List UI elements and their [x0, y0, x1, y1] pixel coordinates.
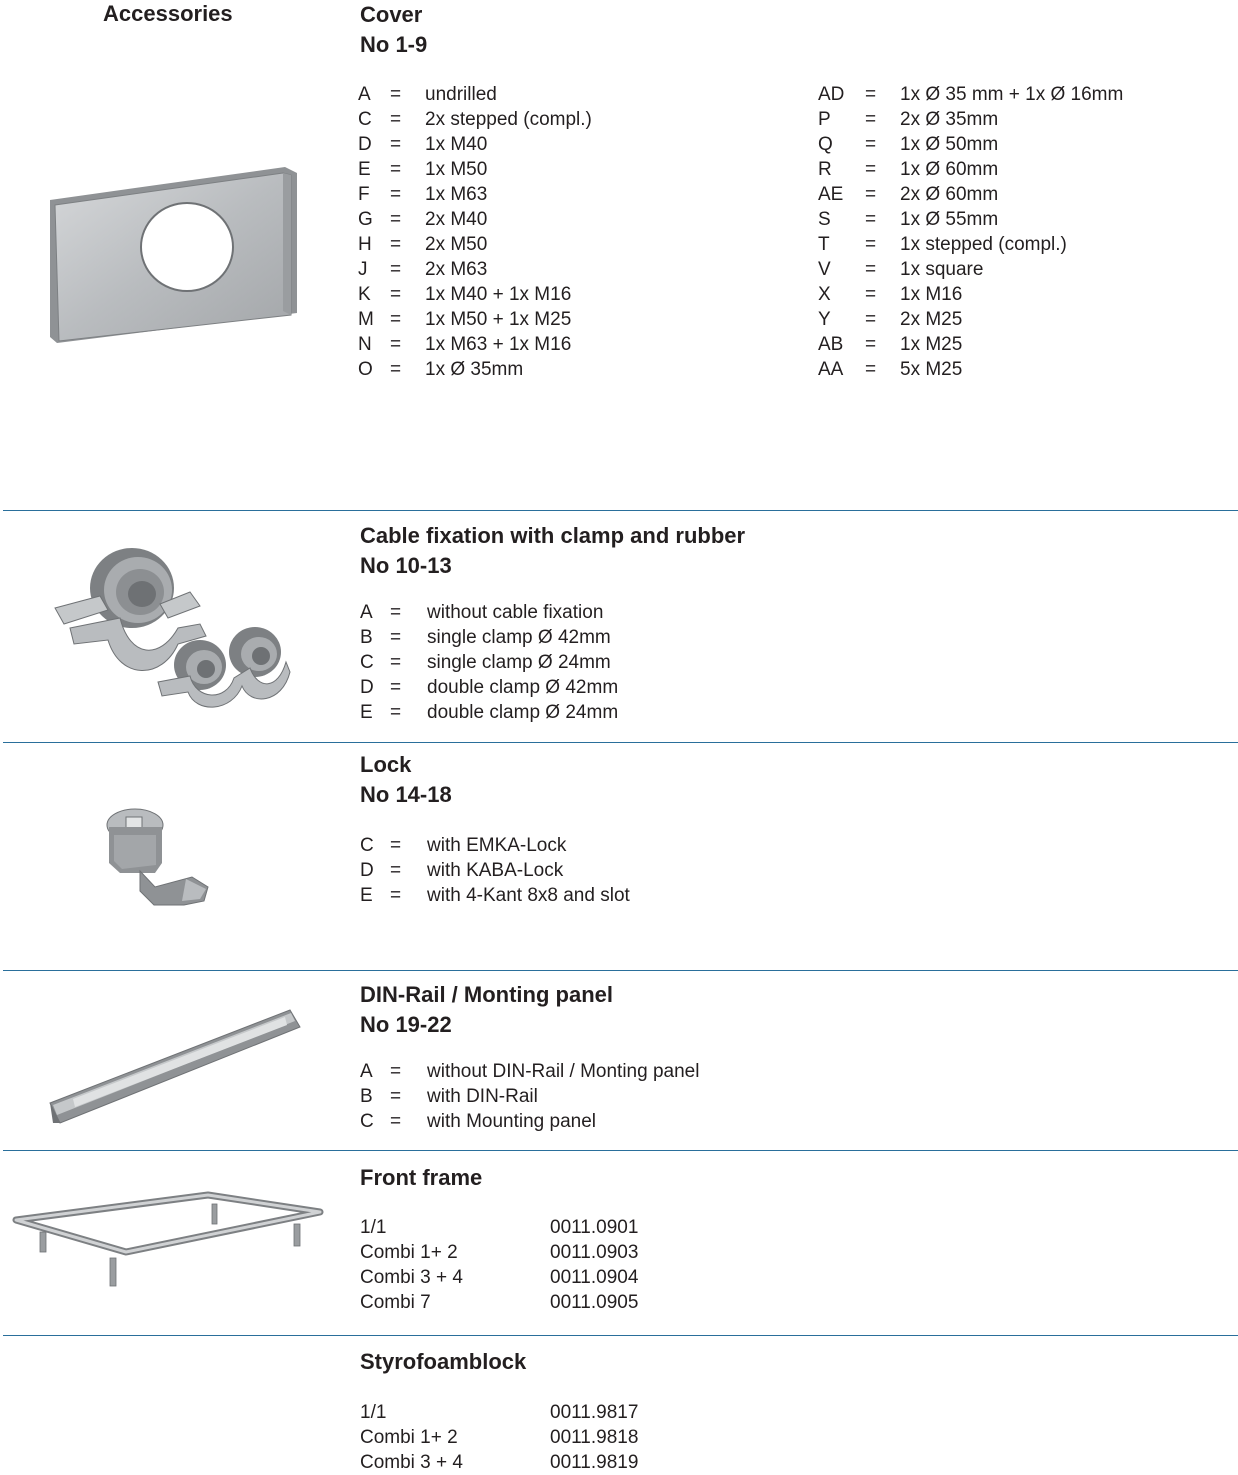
list-item: F = 1x M63 — [358, 184, 488, 205]
section-divider — [3, 510, 1238, 511]
list-item: G = 2x M40 — [358, 209, 488, 230]
list-item: C = 2x stepped (compl.) — [358, 109, 592, 130]
list-item: T = 1x stepped (compl.) — [818, 234, 1067, 255]
front-frame-parts — [360, 1215, 638, 1315]
list-item: A = undrilled — [358, 84, 497, 105]
cable-fixation-number-range: No 10-13 — [360, 553, 452, 578]
list-item: AD = 1x Ø 35 mm + 1x Ø 16mm — [818, 84, 1124, 105]
list-item: M = 1x M50 + 1x M25 — [358, 309, 572, 330]
cable-fixation-options — [360, 600, 618, 725]
cover-options-left — [358, 82, 592, 382]
list-item: N = 1x M63 + 1x M16 — [358, 334, 572, 355]
list-item: AE = 2x Ø 60mm — [818, 184, 999, 205]
section-divider — [3, 970, 1238, 971]
list-item: E = double clamp Ø 24mm — [360, 702, 619, 723]
section-divider — [3, 1150, 1238, 1151]
list-item: E = 1x M50 — [358, 159, 488, 180]
styrofoam-parts — [360, 1400, 638, 1475]
section-divider — [3, 1335, 1238, 1336]
page-heading: Accessories — [103, 1, 233, 26]
table-row: 1/1 0011.9817 — [360, 1402, 639, 1423]
lock-title: Lock — [360, 752, 412, 777]
table-row: Combi 1+ 2 0011.9818 — [360, 1427, 639, 1448]
list-item: H = 2x M50 — [358, 234, 488, 255]
list-item: A = without cable fixation — [360, 602, 604, 623]
table-row: Combi 7 0011.0905 — [360, 1292, 639, 1313]
front-frame-image — [12, 1190, 324, 1295]
cover-plate-image — [45, 165, 305, 350]
din-rail-number-range: No 19-22 — [360, 1012, 452, 1037]
list-item: V = 1x square — [818, 259, 984, 280]
cable-clamp-image — [50, 540, 295, 720]
list-item: K = 1x M40 + 1x M16 — [358, 284, 572, 305]
list-item: A = without DIN-Rail / Monting panel — [360, 1061, 700, 1082]
list-item: X = 1x M16 — [818, 284, 963, 305]
list-item: R = 1x Ø 60mm — [818, 159, 999, 180]
table-row: Combi 3 + 4 0011.9819 — [360, 1452, 639, 1473]
list-item: O = 1x Ø 35mm — [358, 359, 524, 380]
cover-title: Cover — [360, 2, 423, 27]
list-item: D = 1x M40 — [358, 134, 488, 155]
list-item: D = with KABA-Lock — [360, 860, 564, 881]
list-item: J = 2x M63 — [358, 259, 488, 280]
list-item: Y = 2x M25 — [818, 309, 963, 330]
table-row: Combi 1+ 2 0011.0903 — [360, 1242, 639, 1263]
section-divider — [3, 742, 1238, 743]
list-item: AB = 1x M25 — [818, 334, 963, 355]
lock-image — [100, 805, 215, 915]
list-item: B = single clamp Ø 42mm — [360, 627, 611, 648]
list-item: C = with EMKA-Lock — [360, 835, 567, 856]
din-rail-title: DIN-Rail / Monting panel — [360, 982, 613, 1007]
table-row: 1/1 0011.0901 — [360, 1217, 639, 1238]
cover-number-range: No 1-9 — [360, 32, 428, 57]
cover-options-right — [818, 82, 1123, 382]
list-item: C = with Mounting panel — [360, 1111, 596, 1132]
list-item: AA = 5x M25 — [818, 359, 963, 380]
table-row: Combi 3 + 4 0011.0904 — [360, 1267, 639, 1288]
list-item: C = single clamp Ø 24mm — [360, 652, 611, 673]
lock-options — [360, 833, 630, 908]
din-rail-image — [45, 1005, 305, 1130]
din-rail-options — [360, 1059, 699, 1134]
list-item: P = 2x Ø 35mm — [818, 109, 999, 130]
list-item: B = with DIN-Rail — [360, 1086, 538, 1107]
list-item: D = double clamp Ø 42mm — [360, 677, 619, 698]
front-frame-title: Front frame — [360, 1165, 483, 1190]
cable-fixation-title: Cable fixation with clamp and rubber — [360, 523, 746, 548]
styrofoam-title: Styrofoamblock — [360, 1349, 527, 1374]
list-item: E = with 4-Kant 8x8 and slot — [360, 885, 630, 906]
list-item: Q = 1x Ø 50mm — [818, 134, 999, 155]
lock-number-range: No 14-18 — [360, 782, 452, 807]
list-item: S = 1x Ø 55mm — [818, 209, 999, 230]
